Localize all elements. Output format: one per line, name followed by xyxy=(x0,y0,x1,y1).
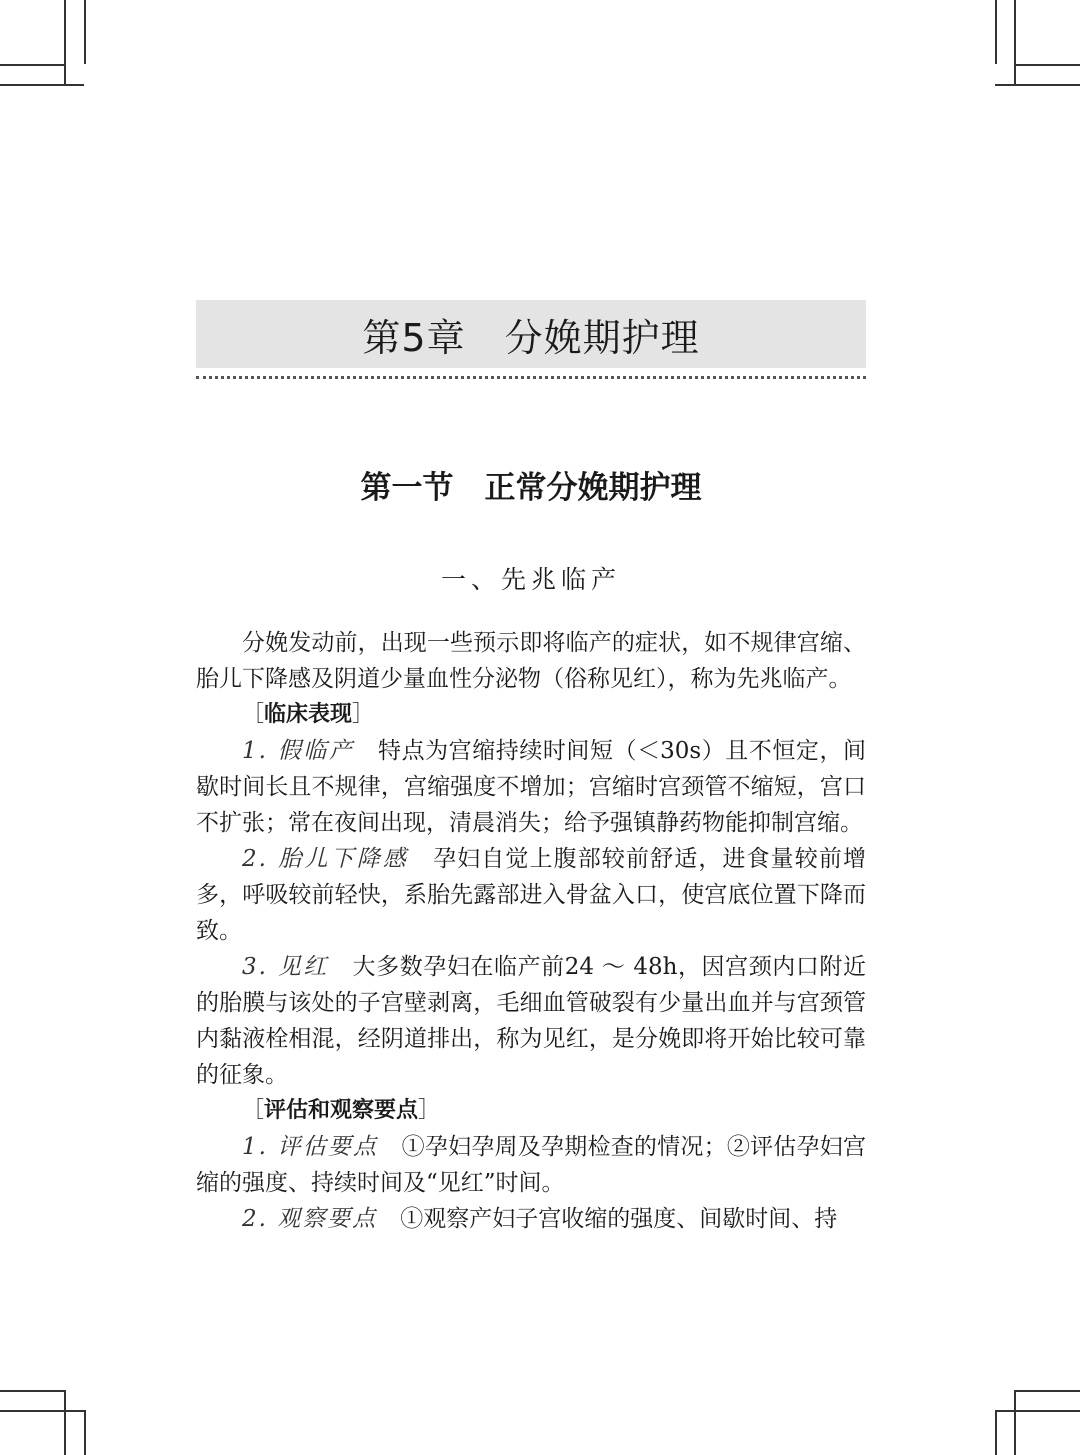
crop-mark-top-left-h2 xyxy=(0,84,84,86)
clinical-item-text: 孕妇自觉上腹部较前舒适，进食量较前增多，呼吸较前轻快，系胎先露部进入骨盆入口，使宫底位置下降而致。 xyxy=(196,846,867,944)
assessment-heading xyxy=(196,1093,866,1129)
clinical-item-text: 大多数孕妇在临产前24 ～ 48h，因宫颈内口附近的胎膜与该处的子宫壁剥离，毛细血管破裂有少量出血并与宫颈管内黏液栓相混，经阴道排出，称为见红，是分娩即将开始比较可靠的征象。 xyxy=(196,954,866,1088)
bracket-close: ］ xyxy=(418,1098,441,1123)
subsection-title: 一、先兆临产 xyxy=(440,565,621,594)
clinical-heading-label: 临床表现 xyxy=(264,702,353,727)
chapter-title: 第5章 分娩期护理 xyxy=(362,315,700,360)
crop-mark-top-left-v xyxy=(64,0,66,84)
clinical-item xyxy=(196,841,866,949)
bracket-open: ［ xyxy=(242,1098,265,1123)
bracket-open: ［ xyxy=(242,702,265,727)
chapter-heading-band xyxy=(196,300,866,368)
assessment-item xyxy=(196,1129,866,1201)
crop-mark-bottom-right-v xyxy=(1014,1390,1016,1455)
bracket-close: ］ xyxy=(352,702,375,727)
assessment-item xyxy=(196,1201,866,1237)
crop-mark-bottom-right-h2 xyxy=(995,1410,1080,1412)
clinical-item xyxy=(196,949,866,1093)
assessment-item-text: ①孕妇孕周及孕期检查的情况；②评估孕妇宫缩的强度、持续时间及“见红”时间。 xyxy=(196,1134,866,1196)
clinical-item-lead: 2. 胎儿下降感 xyxy=(242,846,409,872)
crop-mark-bottom-left-h xyxy=(0,1390,64,1392)
body-text xyxy=(196,625,866,1237)
assessment-heading-label: 评估和观察要点 xyxy=(264,1098,419,1123)
crop-mark-top-right-v2 xyxy=(995,0,997,64)
clinical-item-lead: 3. 见红 xyxy=(242,954,329,980)
crop-mark-bottom-left-v2 xyxy=(84,1410,86,1455)
section-title: 第一节 正常分娩期护理 xyxy=(360,470,702,506)
crop-mark-bottom-right-h xyxy=(1014,1390,1080,1392)
crop-mark-top-right-h xyxy=(1014,64,1080,66)
clinical-item-lead: 1. 假临产 xyxy=(242,738,355,764)
clinical-item-text: 特点为宫缩持续时间短（＜30s）且不恒定，间歇时间长且不规律，宫缩强度不增加；宫缩时宫颈管不缩短，宫口不扩张；常在夜间出现，清晨消失；给予强镇静药物能抑制宫缩。 xyxy=(196,738,866,836)
crop-mark-bottom-left-h2 xyxy=(0,1410,84,1412)
clinical-item xyxy=(196,733,866,841)
crop-mark-bottom-right-v2 xyxy=(995,1410,997,1455)
intro-paragraph: 分娩发动前，出现一些预示即将临产的症状，如不规律宫缩、胎儿下降感及阴道少量血性分泌物（俗称见红），称为先兆临产。 xyxy=(196,630,866,692)
assessment-item-lead: 1. 评估要点 xyxy=(242,1134,379,1160)
crop-mark-top-left-h xyxy=(0,64,64,66)
crop-mark-top-right-h2 xyxy=(995,84,1080,86)
chapter-dotted-rule xyxy=(196,376,866,379)
assessment-item-text: ①观察产妇子宫收缩的强度、间歇时间、持 xyxy=(377,1206,838,1232)
clinical-heading xyxy=(196,697,866,733)
crop-mark-bottom-left-v xyxy=(64,1390,66,1455)
assessment-item-lead: 2. 观察要点 xyxy=(242,1206,378,1232)
crop-mark-top-right-v xyxy=(1014,0,1016,84)
crop-mark-top-left-v2 xyxy=(84,0,86,64)
